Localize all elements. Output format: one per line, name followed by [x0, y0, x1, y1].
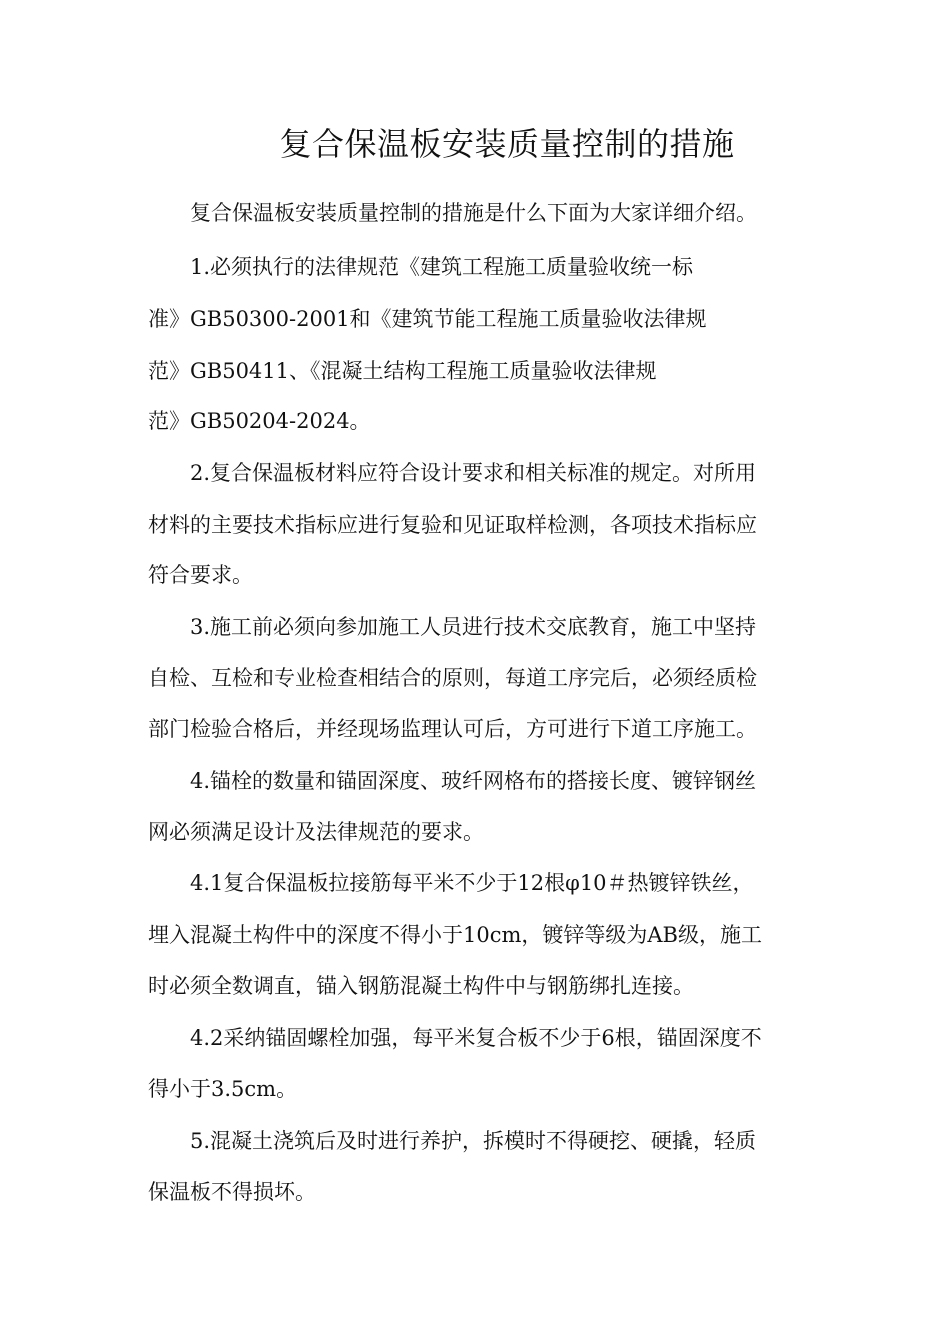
item-4-1-line-3: 时必须全数调直，锚入钢筋混凝土构件中与钢筋绑扎连接。: [148, 974, 694, 998]
item-1-line-2: 准》GB50300-2001和《建筑节能工程施工质量验收法律规: [148, 307, 707, 331]
item-3-line-3: 部门检验合格后，并经现场监理认可后，方可进行下道工序施工。: [148, 717, 757, 741]
item-4-line-2: 网必须满足设计及法律规范的要求。: [148, 820, 484, 844]
item-1-line-1: 1.必须执行的法律规范《建筑工程施工质量验收统一标: [190, 255, 694, 279]
item-4-2-line-1: 4.2采纳锚固螺栓加强，每平米复合板不少于6根，锚固深度不: [190, 1026, 762, 1050]
item-3-line-2: 自检、互检和专业检查相结合的原则，每道工序完后，必须经质检: [148, 666, 757, 690]
item-4-2-line-2: 得小于3.5cm。: [148, 1077, 298, 1101]
intro-line: 复合保温板安装质量控制的措施是什么下面为大家详细介绍。: [190, 201, 757, 225]
item-5-line-1: 5.混凝土浇筑后及时进行养护，拆模时不得硬挖、硬撬，轻质: [190, 1129, 757, 1153]
item-1-line-4: 范》GB50204-2024。: [148, 409, 371, 433]
item-4-1-line-1: 4.1复合保温板拉接筋每平米不少于12根φ10＃热镀锌铁丝，: [190, 871, 754, 895]
document-title: 复合保温板安装质量控制的措施: [279, 125, 735, 163]
item-4-1-line-2: 埋入混凝土构件中的深度不得小于10cm，镀锌等级为AB级，施工: [148, 923, 762, 947]
item-2-line-3: 符合要求。: [148, 563, 253, 587]
item-3-line-1: 3.施工前必须向参加施工人员进行技术交底教育，施工中坚持: [190, 615, 757, 639]
item-4-line-1: 4.锚栓的数量和锚固深度、玻纤网格布的搭接长度、镀锌钢丝: [190, 769, 757, 793]
item-2-line-1: 2.复合保温板材料应符合设计要求和相关标准的规定。对所用: [190, 461, 757, 485]
item-2-line-2: 材料的主要技术指标应进行复验和见证取样检测，各项技术指标应: [148, 513, 757, 537]
item-5-line-2: 保温板不得损坏。: [148, 1180, 316, 1204]
item-1-line-3: 范》GB50411、《混凝土结构工程施工质量验收法律规: [148, 359, 657, 383]
